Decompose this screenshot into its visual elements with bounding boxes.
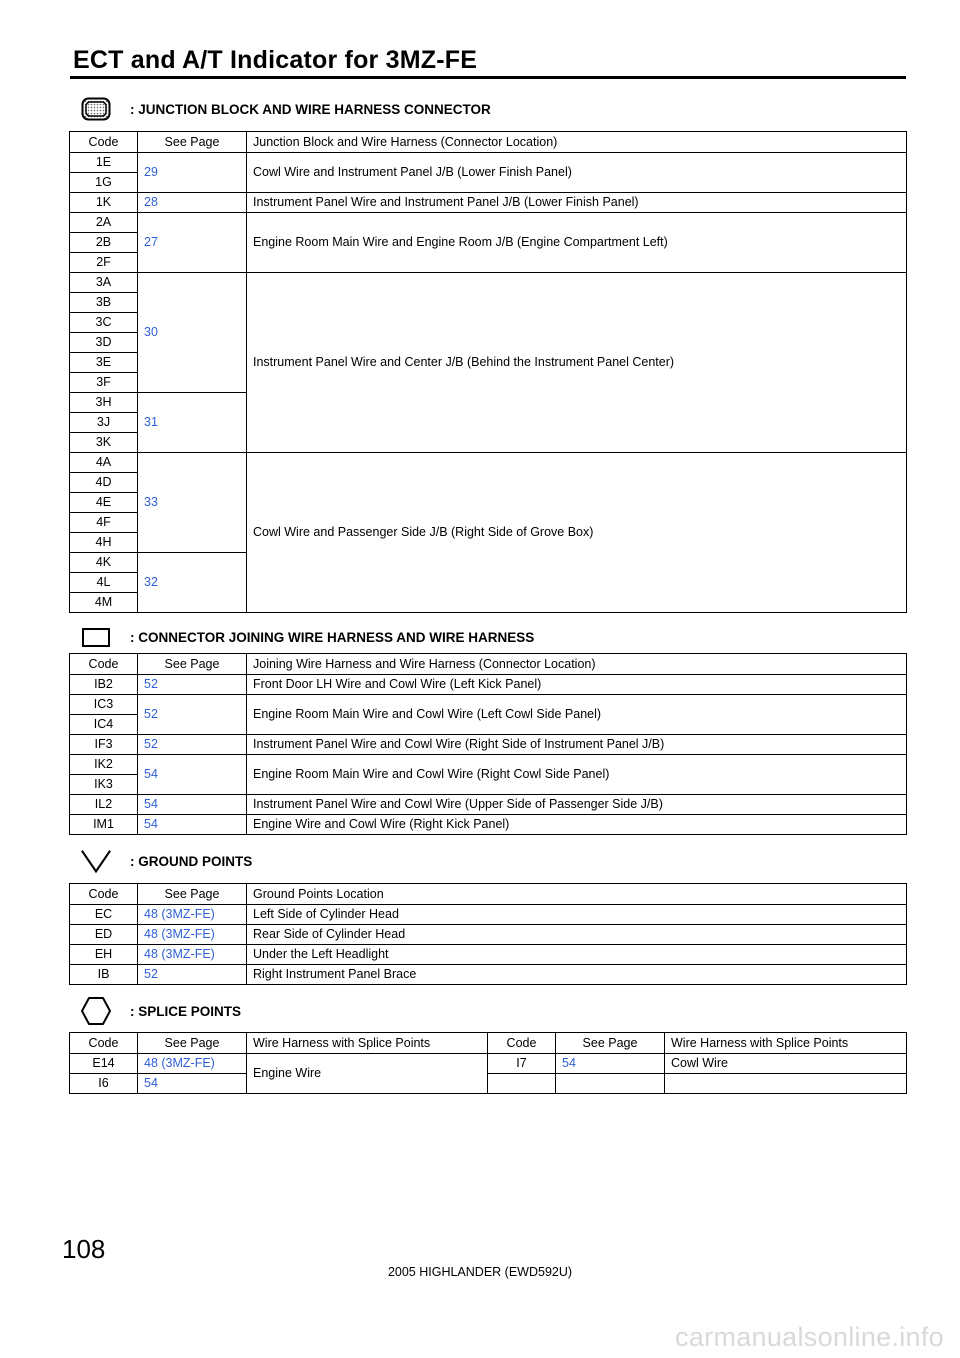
code-cell: 4H	[70, 533, 138, 553]
table-row	[70, 925, 907, 945]
empty-cell	[488, 1074, 556, 1094]
header-see-page: See Page	[138, 1033, 247, 1054]
code-cell: 1G	[70, 173, 138, 193]
code-cell: 3K	[70, 433, 138, 453]
page-link[interactable]: 48 (3MZ-FE)	[138, 1054, 247, 1074]
harness-cell: Cowl Wire	[665, 1054, 907, 1074]
code-cell: I7	[488, 1054, 556, 1074]
footer-text: 2005 HIGHLANDER (EWD592U)	[387, 1265, 573, 1279]
code-cell: 4D	[70, 473, 138, 493]
page-link[interactable]: 54	[556, 1054, 665, 1074]
splice-section-header	[80, 998, 241, 1024]
page-link[interactable]: 30	[138, 273, 247, 393]
code-cell: 3J	[70, 413, 138, 433]
code-cell: 3F	[70, 373, 138, 393]
page-link[interactable]: 54	[138, 755, 247, 795]
header-see-page: See Page	[138, 132, 247, 153]
page-link[interactable]: 33	[138, 453, 247, 553]
ground-table	[69, 883, 907, 985]
header-harness: Wire Harness with Splice Points	[247, 1033, 488, 1054]
code-cell: I6	[70, 1074, 138, 1094]
page-link[interactable]: 52	[138, 735, 247, 755]
code-cell: 3B	[70, 293, 138, 313]
page-link[interactable]: 52	[138, 695, 247, 735]
code-cell: 4M	[70, 593, 138, 613]
junction-block-symbol-icon	[80, 96, 112, 122]
code-cell: 2F	[70, 253, 138, 273]
code-cell: 1E	[70, 153, 138, 173]
page-link[interactable]: 54	[138, 795, 247, 815]
location-cell: Instrument Panel Wire and Cowl Wire (Right Side of Instrument Panel J/B)	[247, 735, 907, 755]
header-code: Code	[488, 1033, 556, 1054]
code-cell: 3C	[70, 313, 138, 333]
code-cell: 3H	[70, 393, 138, 413]
page-number: 108	[62, 1234, 106, 1264]
code-cell: IK3	[70, 775, 138, 795]
header-code: Code	[70, 132, 138, 153]
junction-section-header	[80, 96, 491, 122]
code-cell: EH	[70, 945, 138, 965]
page-link[interactable]: 52	[138, 675, 247, 695]
header-code: Code	[70, 1033, 138, 1054]
splice-section-heading: : SPLICE POINTS	[130, 1003, 242, 1019]
title-rule	[70, 76, 906, 79]
page-link[interactable]: 48 (3MZ-FE)	[138, 905, 247, 925]
watermark: carmanualsonline.info	[675, 1322, 944, 1352]
page-link[interactable]: 27	[138, 213, 247, 273]
header-location: Ground Points Location	[247, 884, 907, 905]
splice-table	[69, 1032, 907, 1094]
header-location: Joining Wire Harness and Wire Harness (Connector Location)	[247, 654, 907, 675]
location-cell: Cowl Wire and Instrument Panel J/B (Lower Finish Panel)	[247, 153, 907, 193]
header-see-page: See Page	[556, 1033, 665, 1054]
location-cell: Engine Room Main Wire and Cowl Wire (Right Cowl Side Panel)	[247, 755, 907, 795]
harness-cell: Engine Wire	[247, 1054, 488, 1094]
code-cell: 4E	[70, 493, 138, 513]
code-cell: E14	[70, 1054, 138, 1074]
junction-table	[69, 131, 907, 613]
location-cell: Engine Room Main Wire and Engine Room J/B (Engine Compartment Left)	[247, 213, 907, 273]
code-cell: IL2	[70, 795, 138, 815]
code-cell: IF3	[70, 735, 138, 755]
code-cell: 4A	[70, 453, 138, 473]
code-cell: IB2	[70, 675, 138, 695]
code-cell: 3D	[70, 333, 138, 353]
code-cell: EC	[70, 905, 138, 925]
location-cell: Under the Left Headlight	[247, 945, 907, 965]
location-cell: Instrument Panel Wire and Center J/B (Behind the Instrument Panel Center)	[247, 273, 907, 453]
connector-symbol-icon	[80, 624, 112, 650]
connector-section-heading: : CONNECTOR JOINING WIRE HARNESS AND WIRE HARNESS	[130, 629, 535, 645]
header-see-page: See Page	[138, 884, 247, 905]
code-cell: IC3	[70, 695, 138, 715]
location-cell: Cowl Wire and Passenger Side J/B (Right Side of Grove Box)	[247, 453, 907, 613]
code-cell: ED	[70, 925, 138, 945]
page-title: ECT and A/T Indicator for 3MZ-FE	[73, 46, 478, 74]
location-cell: Rear Side of Cylinder Head	[247, 925, 907, 945]
page-link[interactable]: 31	[138, 393, 247, 453]
empty-cell	[665, 1074, 907, 1094]
page-link[interactable]: 54	[138, 815, 247, 835]
page-link[interactable]: 48 (3MZ-FE)	[138, 925, 247, 945]
code-cell: IM1	[70, 815, 138, 835]
location-cell: Right Instrument Panel Brace	[247, 965, 907, 985]
ground-symbol-icon	[80, 848, 112, 874]
location-cell: Engine Room Main Wire and Cowl Wire (Left Cowl Side Panel)	[247, 695, 907, 735]
splice-symbol-icon	[80, 998, 112, 1024]
header-code: Code	[70, 884, 138, 905]
page-link[interactable]: 29	[138, 153, 247, 193]
location-cell: Instrument Panel Wire and Instrument Panel J/B (Lower Finish Panel)	[247, 193, 907, 213]
page-link[interactable]: 28	[138, 193, 247, 213]
location-cell: Instrument Panel Wire and Cowl Wire (Upper Side of Passenger Side J/B)	[247, 795, 907, 815]
page-link[interactable]: 32	[138, 553, 247, 613]
connector-table	[69, 653, 907, 835]
code-cell: 4K	[70, 553, 138, 573]
location-cell: Left Side of Cylinder Head	[247, 905, 907, 925]
code-cell: 1K	[70, 193, 138, 213]
connector-section-header	[80, 624, 534, 650]
page-link[interactable]: 54	[138, 1074, 247, 1094]
code-cell: 4L	[70, 573, 138, 593]
header-harness: Wire Harness with Splice Points	[665, 1033, 907, 1054]
table-row	[70, 965, 907, 985]
page-link[interactable]: 48 (3MZ-FE)	[138, 945, 247, 965]
table-row	[70, 945, 907, 965]
empty-cell	[556, 1074, 665, 1094]
ground-section-heading: : GROUND POINTS	[130, 853, 253, 869]
page-link[interactable]: 52	[138, 965, 247, 985]
table-row	[70, 905, 907, 925]
code-cell: IB	[70, 965, 138, 985]
code-cell: 3E	[70, 353, 138, 373]
ground-section-header	[80, 848, 252, 874]
location-cell: Front Door LH Wire and Cowl Wire (Left Kick Panel)	[247, 675, 907, 695]
code-cell: IC4	[70, 715, 138, 735]
code-cell: 2A	[70, 213, 138, 233]
header-code: Code	[70, 654, 138, 675]
header-location: Junction Block and Wire Harness (Connector Location)	[247, 132, 907, 153]
junction-section-heading: : JUNCTION BLOCK AND WIRE HARNESS CONNECTOR	[130, 101, 491, 117]
code-cell: 2B	[70, 233, 138, 253]
location-cell: Engine Wire and Cowl Wire (Right Kick Panel)	[247, 815, 907, 835]
code-cell: 3A	[70, 273, 138, 293]
header-see-page: See Page	[138, 654, 247, 675]
code-cell: IK2	[70, 755, 138, 775]
code-cell: 4F	[70, 513, 138, 533]
